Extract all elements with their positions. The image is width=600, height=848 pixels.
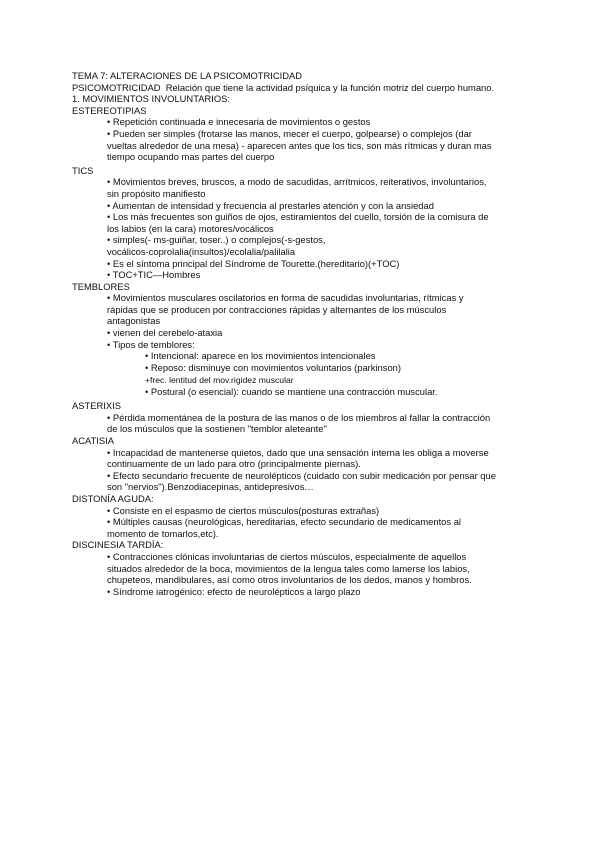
list-item — [72, 327, 542, 339]
heading-discinesia: DISCINESIA TARDÍA: — [72, 539, 164, 551]
list-item — [72, 339, 542, 351]
list-item-line: • Incapacidad de mantenerse quietos, dado que una sensación interna les obliga a moverse — [107, 446, 489, 458]
list-item — [72, 412, 542, 435]
list-asterixis — [72, 412, 542, 435]
tremor-type-reposo: • Reposo: disminuye con movimientos voluntarios (parkinson) — [145, 362, 401, 374]
list-item-line: • Efecto secundario frecuente de neurolépticos (cuidado con subir medicación por pensar que — [107, 469, 496, 481]
list-item-line: tiempo ocupando mas partes del cuerpo — [107, 151, 275, 163]
list-item-line: • simples(- ms-guiñar, toser..) o complejos(-s-gestos, — [107, 234, 326, 246]
list-item-line: sin propósito manifiesto — [107, 187, 206, 199]
list-item-line: situados alrededor de la boca, movimientos de la lengua tales como lamerse los labios, — [107, 562, 470, 574]
list-item-line: continuamente de un lado para otro (principalmente piernas). — [107, 458, 361, 470]
list-item — [72, 292, 542, 327]
list-item-line: • Pérdida momentánea de la postura de las manos o de los miembros al fallar la contracción — [107, 411, 491, 423]
list-distonia — [72, 505, 542, 540]
list-item-line: • Contracciones clónicas involuntarias de ciertos músculos, especialmente de aquellos — [107, 550, 467, 562]
list-item-line: • Pueden ser simples (frotarse las manos, mecer el cuerpo, golpearse) o complejos (dar — [107, 127, 472, 139]
list-item-line: vocálicos-coprolalia(insultos)/ecolalia/palilalia — [107, 245, 296, 257]
list-item-line: los labios (en la cara) motores/vocálicos — [107, 222, 274, 234]
list-item — [72, 505, 542, 517]
list-item-line: son "nervios").Benzodiacepinas, antidepresivos… — [107, 481, 314, 493]
list-tics — [72, 176, 542, 280]
list-item-line: rápidas que se producen por contracciones rápidas y alternantes de los músculos — [107, 303, 447, 315]
list-item — [72, 200, 542, 212]
list-item-line: • Síndrome iatrogénico: efecto de neurolépticos a largo plazo — [107, 585, 361, 597]
heading-temblores: TEMBLORES — [72, 280, 130, 292]
list-item-line: • Tipos de temblores: — [107, 338, 195, 350]
list-item-line: de los músculos que la sostienen "temblor aleteante" — [107, 423, 327, 435]
list-item — [72, 176, 542, 199]
tremor-note-frec: +frec. lentitud del mov.rigidez muscular — [145, 375, 294, 386]
list-item-line: • Movimientos breves, bruscos, a modo de sacudidas, arrítmicos, reiterativos, involuntarios, — [107, 176, 487, 188]
heading-acatisia: ACATISIA — [72, 435, 115, 447]
tremor-type-postural: • Postural (o esencial): cuando se mantiene una contracción muscular. — [145, 386, 438, 398]
list-item — [72, 516, 542, 539]
list-item-line: • Los más frecuentes son guiños de ojos, estiramientos del cuello, torsión de la comisura de — [107, 211, 489, 223]
list-item — [72, 258, 542, 270]
definition-text: Relación que tiene la actividad psíquica y la función motriz del cuerpo humano. — [165, 81, 495, 93]
list-estereotipias — [72, 116, 542, 162]
list-item-line: • Es el síntoma principal del Síndrome de Tourette.(hereditario)(+TOC) — [107, 257, 400, 269]
list-item — [72, 447, 542, 470]
list-item — [72, 470, 542, 493]
definition-term: PSICOMOTRICIDAD — [72, 81, 161, 93]
heading-estereotipias: ESTEREOTIPIAS — [72, 104, 147, 116]
list-temblores — [72, 292, 542, 350]
list-item-line: • Movimientos musculares oscilatorios en forma de sacudidas involuntarias, rítmicas y — [107, 292, 464, 304]
list-item — [72, 586, 542, 598]
list-item-line: • Aumentan de intensidad y frecuencia al prestarles atención y con la ansiedad — [107, 199, 434, 211]
list-item-line: momento de tomarlos,etc). — [107, 527, 219, 539]
list-item-line: chupeteos, mandibulares, así como otros involuntarios de los dedos, manos y hombros. — [107, 574, 472, 586]
heading-distonia: DISTONÍA AGUDA: — [72, 493, 154, 504]
list-item-line: antagonistas — [107, 315, 161, 327]
list-acatisia — [72, 447, 542, 493]
list-item-line: • Repetición continuada e innecesaria de movimientos o gestos — [107, 116, 371, 128]
document-page — [72, 70, 542, 597]
list-item — [72, 128, 542, 163]
list-item-line: • TOC+TIC—Hombres — [107, 269, 201, 281]
list-discinesia — [72, 551, 542, 597]
list-item — [72, 551, 542, 586]
heading-asterixis: ASTERIXIS — [72, 400, 121, 412]
list-item — [72, 211, 542, 234]
list-item — [72, 269, 542, 281]
list-item-line: • Consiste en el espasmo de ciertos músculos(posturas extrañas) — [107, 504, 380, 516]
heading-tics: TICS — [72, 164, 94, 176]
list-item-line: vueltas alrededor de una mesa) - aparecen antes que los tics, son más rítmicas y duran mas — [107, 139, 492, 151]
definition-line — [72, 82, 542, 94]
section-subtitle: 1. MOVIMIENTOS INVOLUNTARIOS: — [72, 93, 231, 105]
list-item — [72, 116, 542, 128]
list-item — [72, 234, 542, 257]
document-title: TEMA 7: ALTERACIONES DE LA PSICOMOTRICIDAD — [72, 70, 303, 81]
list-item-line: • Múltiples causas (neurológicas, hereditarias, efecto secundario de medicamentos al — [107, 516, 461, 528]
tremor-type-intencional: • Intencional: aparece en los movimientos intencionales — [145, 350, 376, 362]
list-item-line: • vienen del cerebelo-ataxia — [107, 327, 223, 339]
